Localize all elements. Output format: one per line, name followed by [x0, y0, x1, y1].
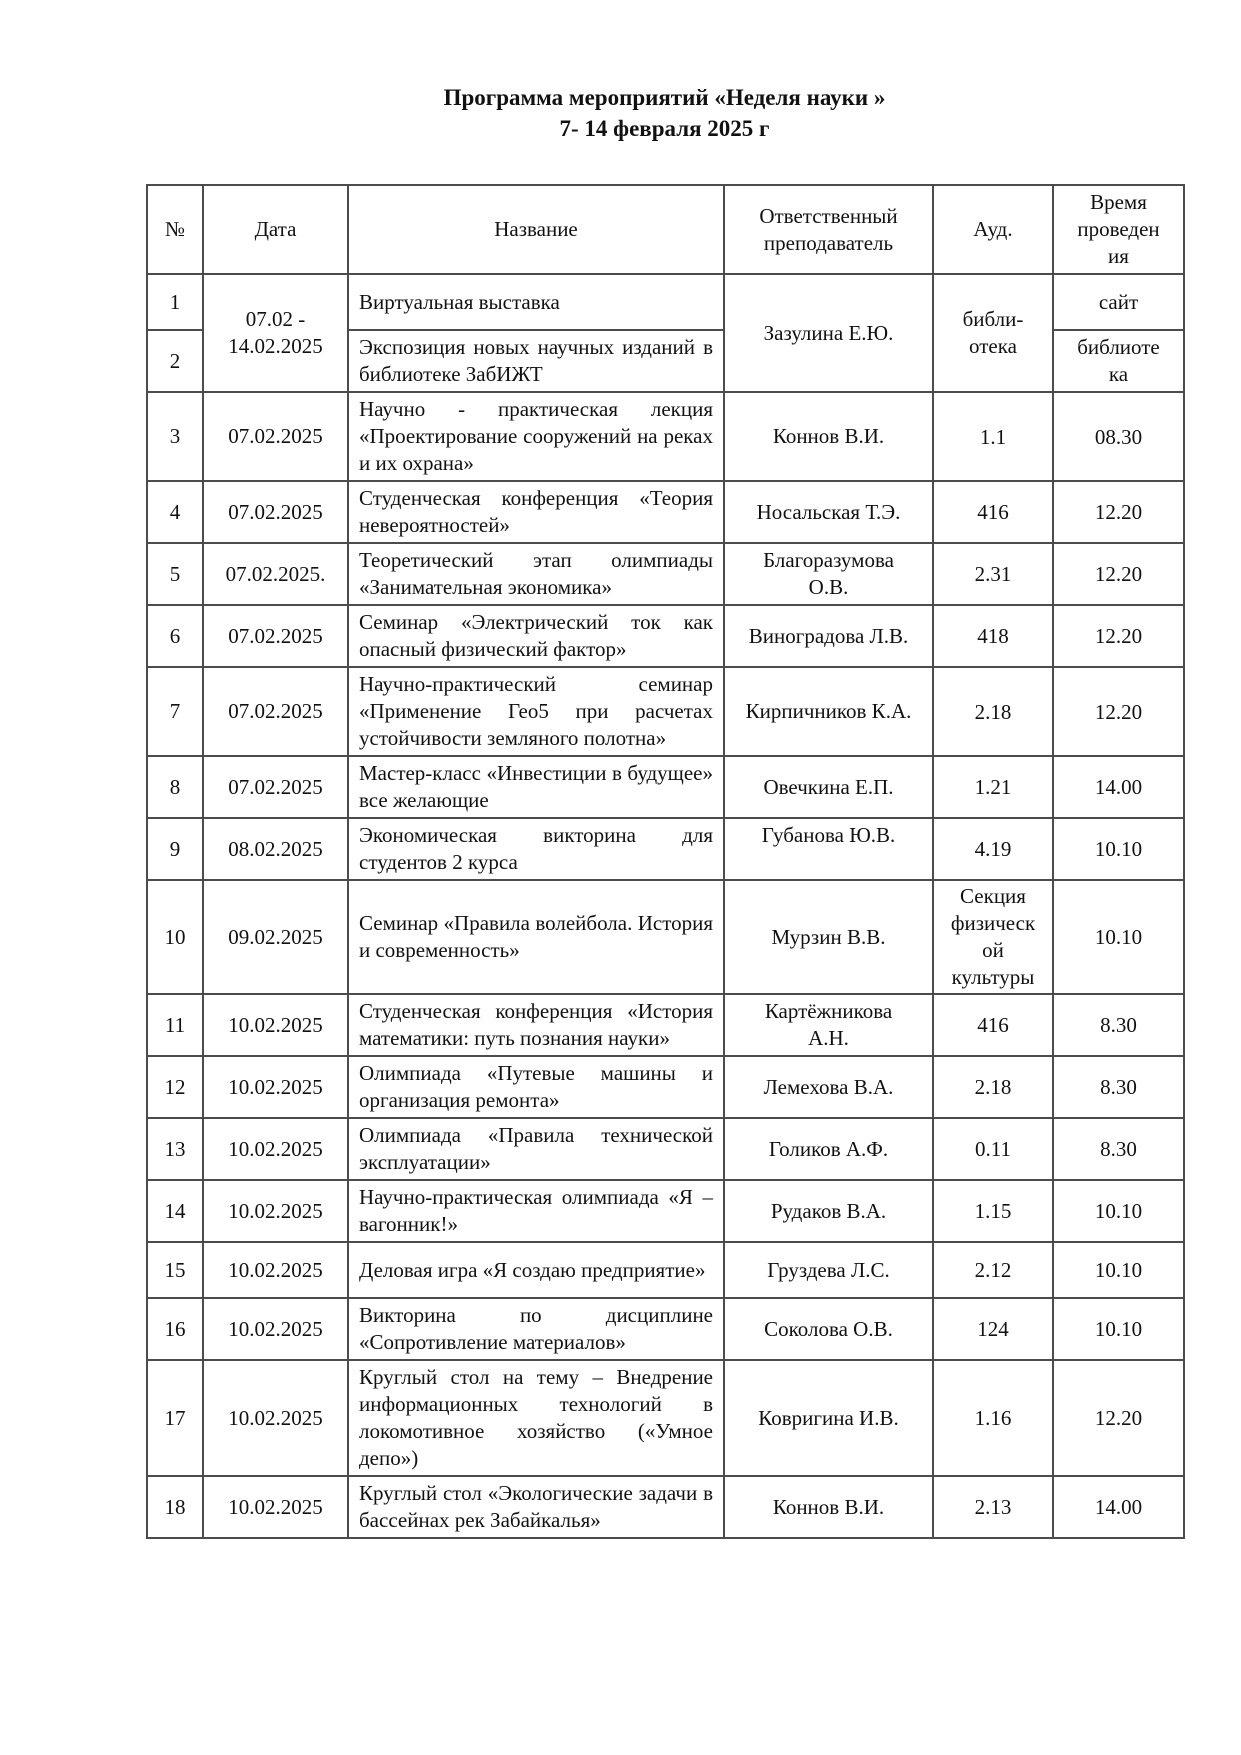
cell-name: [348, 1242, 724, 1298]
cell-date: [203, 756, 348, 818]
cell-text: 2.31: [974, 562, 1012, 587]
cell-text: 9: [169, 836, 181, 861]
cell-text: Мурзин В.В.: [771, 924, 886, 949]
cell-time: [1053, 1242, 1184, 1298]
cell-name: [348, 667, 724, 756]
cell-name: [348, 1056, 724, 1118]
cell-text: Олимпиада «Путевые машины и организация ремонта»: [359, 1061, 713, 1112]
cell-num: [147, 605, 203, 667]
cell-text: 4.19: [974, 837, 1012, 862]
cell-text: 08.30: [1094, 424, 1143, 449]
cell-name: [348, 1118, 724, 1180]
page-title: Программа мероприятий «Неделя науки »: [443, 85, 886, 110]
cell-teacher: [724, 1360, 933, 1476]
cell-text: 10.10: [1094, 925, 1143, 950]
cell-room: [933, 543, 1053, 605]
cell-teacher: [724, 667, 933, 756]
cell-teacher: [724, 605, 933, 667]
cell-date: [203, 1360, 348, 1476]
cell-text: 2.18: [974, 699, 1012, 724]
cell-name: [348, 274, 724, 330]
cell-num: [147, 880, 203, 994]
cell-text: Соколова О.В.: [764, 1316, 893, 1341]
table-row: [147, 994, 1184, 1056]
cell-date: [203, 667, 348, 756]
cell-date: [203, 880, 348, 994]
cell-name: [348, 880, 724, 994]
cell-name: [348, 392, 724, 481]
table-row: [147, 880, 1184, 994]
cell-room: [933, 481, 1053, 543]
col-header-num: [147, 185, 203, 274]
cell-room: [933, 818, 1053, 880]
cell-num: [147, 818, 203, 880]
cell-num: [147, 1476, 203, 1538]
cell-teacher: [724, 818, 933, 880]
cell-text: 4: [169, 499, 181, 524]
cell-teacher: [724, 1242, 933, 1298]
cell-date: [203, 392, 348, 481]
table-row: [147, 543, 1184, 605]
table-row: [147, 605, 1184, 667]
cell-time: [1053, 1180, 1184, 1242]
cell-num: [147, 481, 203, 543]
cell-text: Картёжникова А.Н.: [764, 999, 893, 1050]
header-label: №: [164, 217, 186, 241]
cell-teacher: [724, 1056, 933, 1118]
cell-teacher: [724, 543, 933, 605]
cell-text: Круглый стол на тему – Внедрение информационных технологий в локомотивное хозяйство («Умное депо»): [359, 1365, 713, 1470]
cell-name: [348, 1360, 724, 1476]
col-header-room: [933, 185, 1053, 274]
cell-time: [1053, 818, 1184, 880]
cell-text: 07.02.2025: [228, 499, 323, 524]
cell-text: библи-отека: [962, 307, 1024, 358]
header-label: Ауд.: [973, 217, 1013, 241]
cell-num: [147, 1118, 203, 1180]
cell-num: [147, 1180, 203, 1242]
cell-num: [147, 330, 203, 392]
cell-text: Губанова Ю.В.: [761, 823, 896, 847]
header-row: [147, 185, 1184, 274]
cell-time: [1053, 1118, 1184, 1180]
cell-text: Виноградова Л.В.: [748, 623, 909, 648]
cell-time: [1053, 330, 1184, 392]
cell-text: 09.02.2025: [228, 924, 323, 949]
cell-text: 10.10: [1094, 1317, 1143, 1342]
page-subtitle: 7- 14 февраля 2025 г: [559, 116, 770, 141]
cell-time: [1053, 1360, 1184, 1476]
cell-time: [1053, 605, 1184, 667]
cell-room: [933, 1360, 1053, 1476]
cell-text: 5: [169, 561, 181, 586]
cell-text: 12: [164, 1074, 186, 1099]
cell-time: [1053, 667, 1184, 756]
cell-teacher: [724, 392, 933, 481]
table-row: [147, 1360, 1184, 1476]
cell-room: [933, 667, 1053, 756]
cell-teacher: [724, 1476, 933, 1538]
cell-date: [203, 1180, 348, 1242]
cell-text: 8.30: [1100, 1075, 1137, 1100]
cell-text: Ковригина И.В.: [758, 1405, 899, 1430]
cell-room: [933, 392, 1053, 481]
cell-num: [147, 543, 203, 605]
table-row: [147, 818, 1184, 880]
cell-text: Студенческая конференция «История математики: путь познания науки»: [359, 999, 713, 1050]
cell-text: Секция физической культуры: [950, 884, 1036, 989]
cell-text: Рудаков В.А.: [770, 1198, 887, 1223]
cell-teacher: [724, 994, 933, 1056]
cell-text: Благоразумова О.В.: [763, 548, 894, 599]
cell-text: 3: [169, 424, 181, 448]
cell-text: 10.02.2025: [228, 1405, 323, 1430]
cell-text: 8.30: [1100, 1137, 1137, 1162]
cell-text: Коннов В.И.: [772, 1494, 885, 1519]
cell-text: Овечкина Е.П.: [763, 774, 894, 799]
cell-room: [933, 1242, 1053, 1298]
cell-text: 17: [164, 1405, 186, 1430]
cell-text: 10.02.2025: [228, 1012, 323, 1037]
table-row: [147, 1118, 1184, 1180]
cell-text: 10.10: [1094, 837, 1143, 862]
cell-text: 1.15: [974, 1199, 1012, 1224]
cell-teacher: [724, 274, 933, 392]
cell-time: [1053, 481, 1184, 543]
cell-text: 10.10: [1094, 1199, 1143, 1224]
cell-teacher: [724, 1180, 933, 1242]
cell-text: Викторина по дисциплине «Сопротивление материалов»: [359, 1303, 713, 1354]
cell-text: 0.11: [975, 1137, 1011, 1162]
col-header-date: [203, 185, 348, 274]
table-row: [147, 1476, 1184, 1538]
cell-text: 10.02.2025: [228, 1494, 323, 1519]
cell-room: [933, 1118, 1053, 1180]
cell-text: Мастер-класс «Инвестиции в будущее» все желающие: [359, 761, 713, 812]
cell-text: 12.20: [1094, 699, 1143, 724]
cell-time: [1053, 543, 1184, 605]
cell-date: [203, 1476, 348, 1538]
cell-num: [147, 1298, 203, 1360]
cell-name: [348, 1298, 724, 1360]
cell-text: 1.16: [974, 1406, 1012, 1431]
cell-text: 12.20: [1094, 500, 1143, 525]
cell-text: 08.02.2025: [228, 836, 323, 861]
cell-text: 1.21: [974, 775, 1012, 800]
cell-text: 12.20: [1094, 624, 1143, 649]
cell-text: библиотека: [1077, 335, 1160, 386]
cell-room: [933, 880, 1053, 994]
cell-text: Семинар «Электрический ток как опасный физический фактор»: [359, 610, 713, 661]
cell-name: [348, 1180, 724, 1242]
table-body: [147, 274, 1184, 1538]
cell-text: 07.02.2025: [228, 699, 323, 723]
cell-text: 8: [169, 774, 181, 799]
cell-text: Лемехова В.А.: [763, 1074, 894, 1099]
cell-text: 1.1: [979, 424, 1007, 449]
cell-num: [147, 1360, 203, 1476]
header-label: Название: [494, 217, 578, 241]
cell-room: [933, 1180, 1053, 1242]
cell-date: [203, 274, 348, 392]
cell-text: Круглый стол «Экологические задачи в бассейнах рек Забайкалья»: [359, 1481, 713, 1532]
cell-date: [203, 1118, 348, 1180]
cell-text: 10.02.2025: [228, 1257, 323, 1282]
cell-text: 11: [164, 1012, 186, 1037]
cell-text: 10.02.2025: [228, 1316, 323, 1341]
table-row: [147, 756, 1184, 818]
table-row: [147, 1298, 1184, 1360]
cell-num: [147, 667, 203, 756]
cell-text: Зазулина Е.Ю.: [763, 320, 894, 345]
cell-text: Научно-практический семинар «Применение Гео5 при расчетах устойчивости земляного полотна»: [359, 672, 713, 750]
table-row: [147, 1242, 1184, 1298]
page-content: [146, 0, 1183, 1539]
cell-name: [348, 605, 724, 667]
cell-date: [203, 605, 348, 667]
cell-num: [147, 756, 203, 818]
cell-text: 416: [977, 1013, 1009, 1038]
cell-text: 10.10: [1094, 1258, 1143, 1283]
table-row: [147, 667, 1184, 756]
cell-name: [348, 994, 724, 1056]
cell-text: 7: [169, 699, 181, 723]
cell-text: 416: [977, 500, 1009, 525]
cell-text: Студенческая конференция «Теория невероятностей»: [359, 486, 713, 537]
header-label: Время проведения: [1077, 190, 1160, 268]
cell-text: 07.02.2025: [228, 623, 323, 648]
cell-teacher: [724, 481, 933, 543]
cell-room: [933, 274, 1053, 392]
cell-name: [348, 330, 724, 392]
cell-date: [203, 1242, 348, 1298]
cell-text: Экспозиция новых научных изданий в библиотеке ЗабИЖТ: [359, 335, 713, 386]
events-table: [146, 184, 1185, 1539]
cell-text: 18: [164, 1494, 186, 1519]
cell-text: 10.02.2025: [228, 1136, 323, 1161]
cell-date: [203, 543, 348, 605]
title-block: [146, 0, 1183, 144]
cell-name: [348, 543, 724, 605]
cell-text: 10.02.2025: [228, 1198, 323, 1223]
cell-text: Олимпиада «Правила технической эксплуатации»: [359, 1123, 713, 1174]
cell-text: 2: [169, 348, 181, 373]
cell-text: 15: [164, 1257, 186, 1282]
cell-num: [147, 994, 203, 1056]
cell-text: Виртуальная выставка: [359, 289, 560, 314]
cell-time: [1053, 392, 1184, 481]
cell-name: [348, 756, 724, 818]
cell-teacher: [724, 1118, 933, 1180]
cell-time: [1053, 1056, 1184, 1118]
cell-text: Носальская Т.Э.: [756, 499, 901, 524]
cell-text: 6: [169, 623, 181, 648]
cell-date: [203, 481, 348, 543]
cell-time: [1053, 880, 1184, 994]
cell-time: [1053, 1298, 1184, 1360]
cell-text: 07.02 - 14.02.2025: [228, 307, 323, 358]
cell-text: Голиков А.Ф.: [768, 1136, 889, 1161]
cell-text: 10: [164, 924, 186, 949]
cell-text: Теоретический этап олимпиады «Занимательная экономика»: [359, 548, 713, 599]
cell-text: 13: [164, 1136, 186, 1161]
header-label: Дата: [254, 217, 297, 241]
cell-text: 10.02.2025: [228, 1074, 323, 1099]
cell-text: 2.13: [974, 1495, 1012, 1520]
cell-date: [203, 1298, 348, 1360]
cell-room: [933, 756, 1053, 818]
cell-text: 14.00: [1094, 1495, 1143, 1520]
cell-room: [933, 994, 1053, 1056]
cell-teacher: [724, 1298, 933, 1360]
cell-text: 07.02.2025: [228, 424, 323, 448]
cell-date: [203, 1056, 348, 1118]
cell-text: 2.12: [974, 1258, 1012, 1283]
cell-text: 14.00: [1094, 775, 1143, 800]
cell-date: [203, 994, 348, 1056]
cell-text: 07.02.2025: [228, 774, 323, 799]
cell-name: [348, 818, 724, 880]
cell-num: [147, 392, 203, 481]
cell-text: 12.20: [1094, 562, 1143, 587]
cell-name: [348, 481, 724, 543]
cell-time: [1053, 756, 1184, 818]
cell-text: сайт: [1098, 290, 1139, 315]
cell-date: [203, 818, 348, 880]
cell-room: [933, 605, 1053, 667]
cell-room: [933, 1056, 1053, 1118]
cell-text: 14: [164, 1198, 186, 1223]
cell-teacher: [724, 756, 933, 818]
cell-num: [147, 274, 203, 330]
header-label: Ответственный преподаватель: [759, 203, 898, 255]
col-header-name: [348, 185, 724, 274]
cell-text: 418: [977, 624, 1009, 649]
cell-time: [1053, 274, 1184, 330]
table-row: [147, 274, 1184, 330]
cell-text: Коннов В.И.: [772, 424, 885, 448]
cell-text: Деловая игра «Я создаю предприятие»: [359, 1257, 706, 1282]
cell-text: Научно - практическая лекция «Проектирование сооружений на реках и их охрана»: [359, 397, 713, 475]
cell-text: 8.30: [1100, 1013, 1137, 1038]
cell-num: [147, 1242, 203, 1298]
cell-text: 124: [977, 1317, 1009, 1342]
cell-text: Научно-практическая олимпиада «Я – вагонник!»: [359, 1185, 713, 1236]
table-row: [147, 392, 1184, 481]
cell-time: [1053, 1476, 1184, 1538]
cell-text: 1: [169, 289, 181, 314]
cell-text: 2.18: [974, 1075, 1012, 1100]
cell-text: Груздева Л.С.: [767, 1257, 890, 1282]
cell-name: [348, 1476, 724, 1538]
cell-text: Кирпичников К.А.: [745, 699, 912, 723]
table-row: [147, 1180, 1184, 1242]
table-row: [147, 1056, 1184, 1118]
cell-text: Семинар «Правила волейбола. История и современность»: [359, 911, 713, 962]
col-header-teacher: [724, 185, 933, 274]
cell-num: [147, 1056, 203, 1118]
table-header: [147, 185, 1184, 274]
cell-room: [933, 1298, 1053, 1360]
cell-text: 07.02.2025.: [225, 561, 326, 586]
cell-teacher: [724, 880, 933, 994]
cell-text: 16: [164, 1316, 186, 1341]
cell-time: [1053, 994, 1184, 1056]
table-row: [147, 481, 1184, 543]
cell-room: [933, 1476, 1053, 1538]
cell-text: Экономическая викторина для студентов 2 курса: [359, 823, 713, 874]
cell-text: 12.20: [1094, 1406, 1143, 1431]
col-header-time: [1053, 185, 1184, 274]
